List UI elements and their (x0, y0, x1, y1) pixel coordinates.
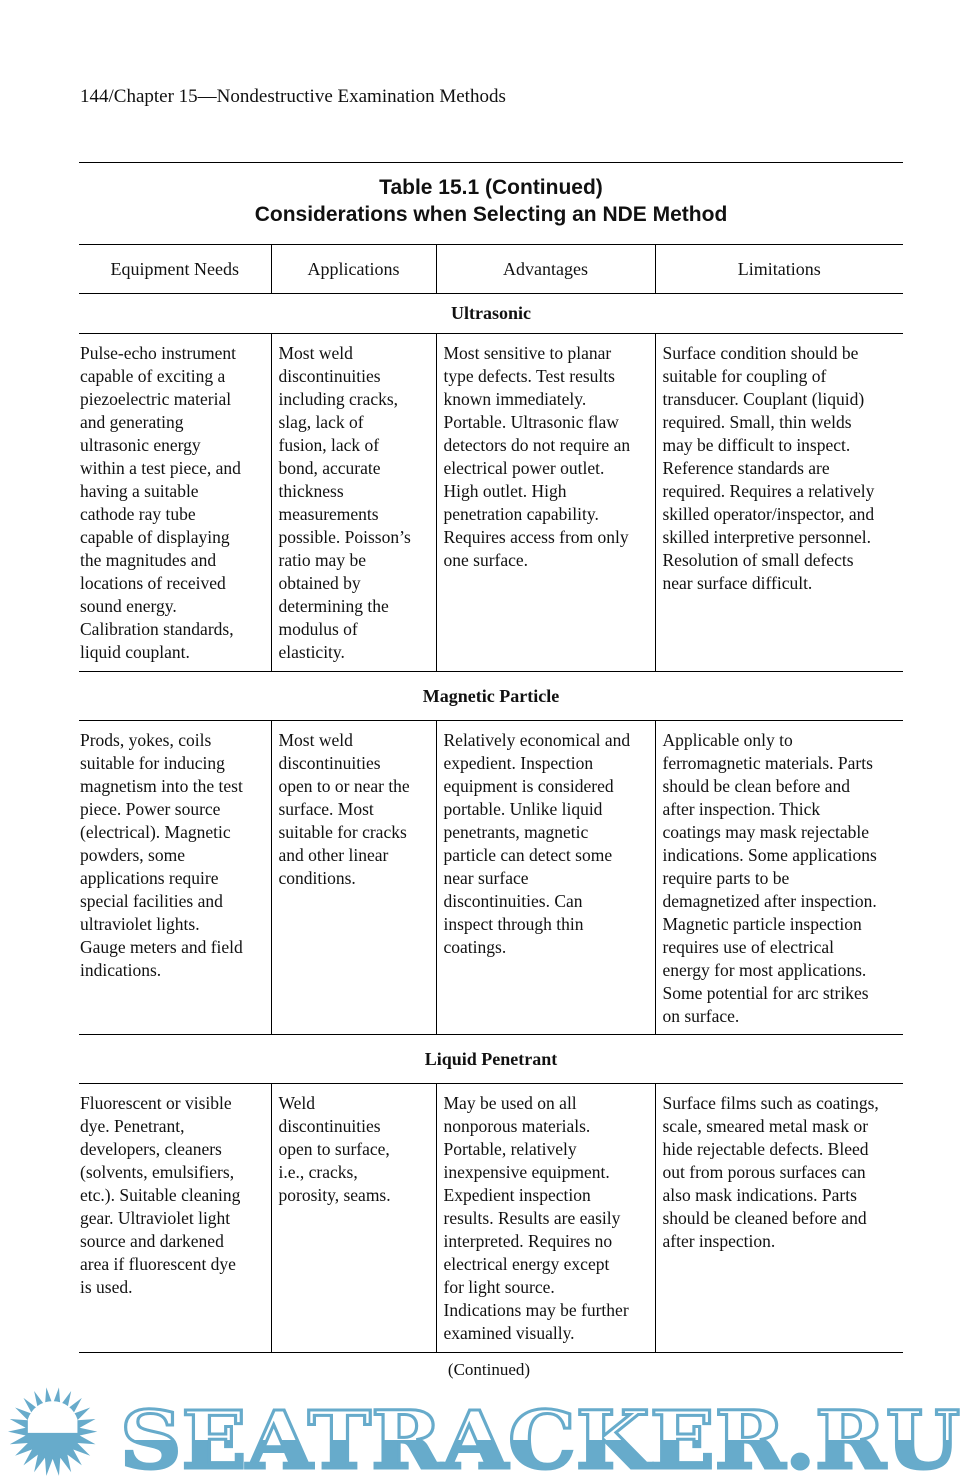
col-equipment: Equipment Needs (79, 245, 271, 294)
table-row (79, 1084, 903, 1353)
top-rule (79, 162, 903, 163)
cell-applications: Most weld discontinuities open to or near the surface. Most suitable for cracks and other linear conditions. (271, 721, 436, 1035)
cell-limitations: Applicable only to ferromagnetic materials. Parts should be clean before and after inspection. Thick coatings may mask rejectable indications. Some applications require parts to be demagnetized after inspection. Magnetic particle inspection requires use of electrical energy for most applications. Some potential for arc strikes on surface. (655, 721, 903, 1035)
running-head: 144/Chapter 15—Nondestructive Examination Methods (80, 86, 506, 107)
section-row (79, 1035, 903, 1084)
section-ultrasonic: Ultrasonic (79, 294, 903, 334)
cell-advantages: May be used on all nonporous materials. Portable, relatively inexpensive equipment. Expedient inspection results. Results are easily interpreted. Requires no electrical energy except for light source. Indications may be further examined visually. (436, 1084, 655, 1353)
continued-note: (Continued) (447, 1360, 531, 1379)
cell-advantages: Relatively economical and expedient. Inspection equipment is considered portable. Unlike liquid penetrants, magnetic particle can detect some near surface discontinuities. Can inspect through thin coatings. (436, 721, 655, 1035)
sun-icon (8, 1387, 97, 1475)
cell-limitations: Surface condition should be suitable for coupling of transducer. Couplant (liquid) required. Small, thin welds may be difficult to inspect. Reference standards are required. Requires a relatively skilled operator/inspector, and skilled interpretive personnel. Resolution of small defects near surface difficult. (655, 334, 903, 672)
table-row (79, 721, 903, 1035)
watermark-logo (0, 1386, 978, 1477)
table-title-line1: Table 15.1 (Continued) (379, 176, 603, 199)
section-row (79, 672, 903, 721)
col-limitations: Limitations (655, 245, 903, 294)
nde-table (79, 244, 903, 1353)
watermark-text: SEATRACKER.RU (120, 1393, 960, 1477)
section-liquid-penetrant: Liquid Penetrant (79, 1035, 903, 1084)
table-title (79, 174, 903, 228)
table-title-line2: Considerations when Selecting an NDE Method (254, 203, 728, 226)
cell-limitations: Surface films such as coatings, scale, smeared metal mask or hide rejectable defects. Bleed out from porous surfaces can also mask indications. Parts should be cleaned before and after inspection. (655, 1084, 903, 1353)
col-advantages: Advantages (436, 245, 655, 294)
section-magnetic-particle: Magnetic Particle (79, 672, 903, 721)
cell-applications: Most weld discontinuities including cracks, slag, lack of fusion, lack of bond, accurate thickness measurements possible. Poisson’s ratio may be obtained by determining the modulus of elasticity. (271, 334, 436, 672)
section-row (79, 294, 903, 334)
cell-applications: Weld discontinuities open to surface, i.e., cracks, porosity, seams. (271, 1084, 436, 1353)
cell-equipment: Fluorescent or visible dye. Penetrant, developers, cleaners (solvents, emulsifiers, etc.). Suitable cleaning gear. Ultraviolet light source and darkened area if fluorescent dye is used. (79, 1084, 271, 1353)
header-row (79, 245, 903, 294)
cell-equipment: Pulse-echo instrument capable of exciting a piezoelectric material and generating ultrasonic energy within a test piece, and having a suitable cathode ray tube capable of displaying the magnitudes and locations of received sound energy. Calibration standards, liquid couplant. (79, 334, 271, 672)
col-applications: Applications (271, 245, 436, 294)
table-row (79, 334, 903, 672)
cell-equipment: Prods, yokes, coils suitable for inducing magnetism into the test piece. Power source (electrical). Magnetic powders, some applications require special facilities and ultraviolet lights. Gauge meters and field indications. (79, 721, 271, 1035)
cell-advantages: Most sensitive to planar type defects. Test results known immediately. Portable. Ultrasonic flaw detectors do not require an electrical power outlet. High outlet. High penetration capability. Requires access from only one surface. (436, 334, 655, 672)
